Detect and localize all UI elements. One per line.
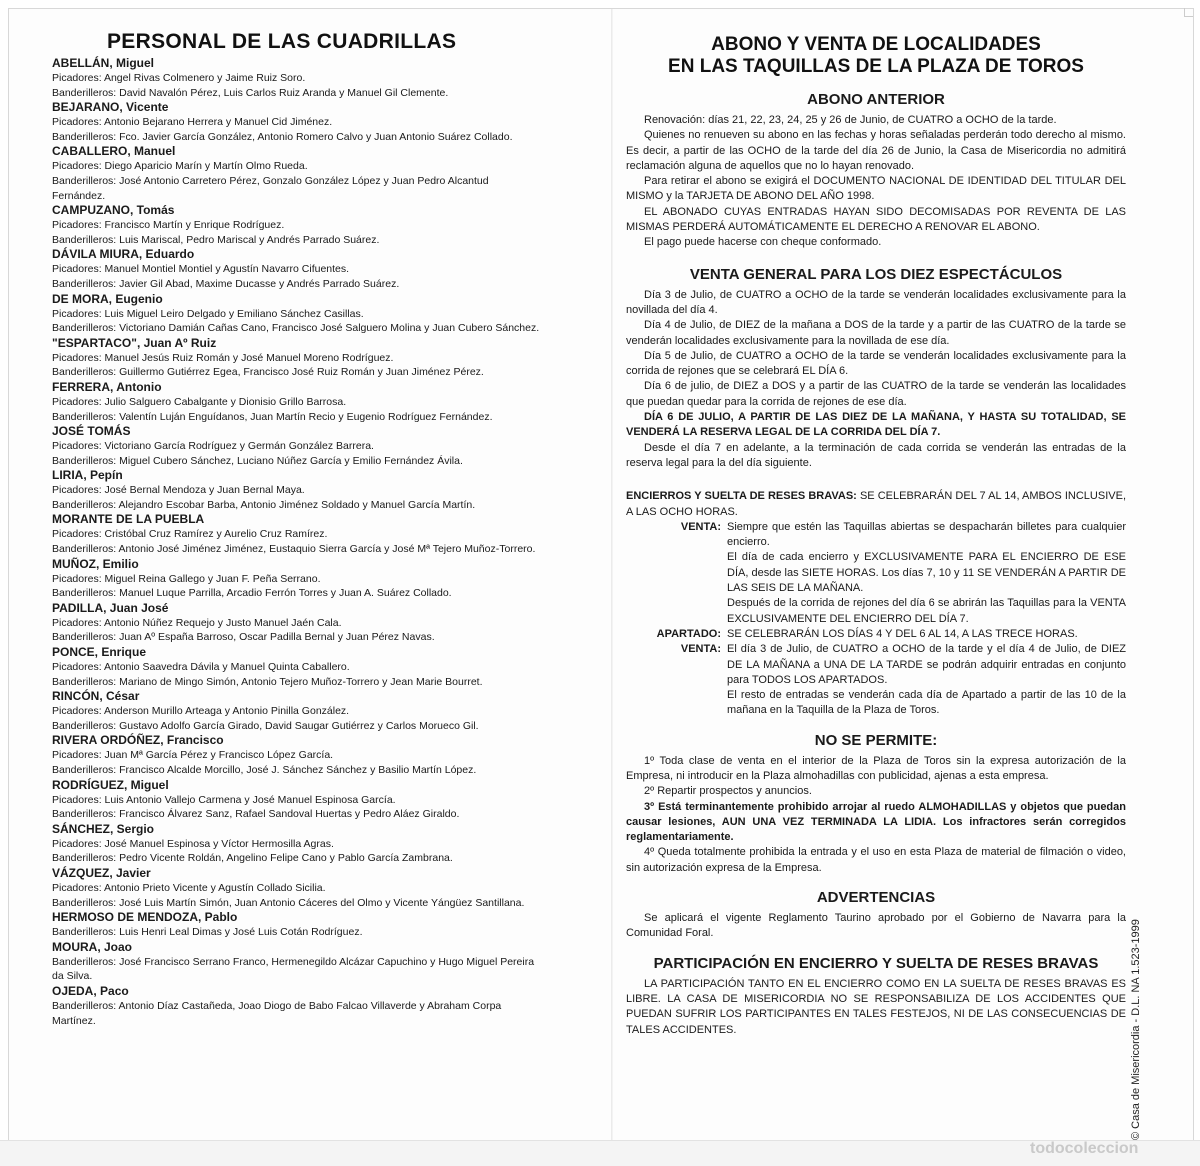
no-se-permite-heading: NO SE PERMITE: [814, 731, 938, 749]
prohibition-3: 3º Está terminantemente prohibido arrojar al ruedo ALMOHADILLAS y objetos que puedan causar lesiones, AUN UNA VEZ TERMINADA LA LIDIA. Los infractores serán corregidos reglamentariamente. [626, 800, 1126, 844]
picadores-line: Picadores: Luis Miguel Leiro Delgado y Emiliano Sánchez Casillas. [52, 307, 364, 320]
venta-reserva-legal: DÍA 6 DE JULIO, A PARTIR DE LAS DIEZ DE LA MAÑANA, Y HASTA SU TOTALIDAD, SE VENDERÁ LA RESERVA LEGAL DE LA CORRIDA DEL DÍA 7. [626, 411, 1126, 439]
page-fold [611, 9, 613, 1141]
picadores-line: Picadores: Miguel Reina Gallego y Juan F. Peña Serrano. [52, 572, 321, 585]
picadores-line: Picadores: Antonio Prieto Vicente y Agustín Collado Sicilia. [52, 881, 326, 894]
cuadrilla-entry [47, 822, 602, 866]
picadores-line: Picadores: Francisco Martín y Enrique Rodríguez. [52, 219, 285, 232]
banderilleros-line: Banderilleros: Luis Henri Leal Dimas y José Luis Cotán Rodríguez. [52, 926, 363, 939]
matador-name: FERRERA, Antonio [52, 379, 162, 394]
banderilleros-line: Banderilleros: Javier Gil Abad, Maxime Ducasse y Andrés Parrado Suárez. [52, 277, 400, 290]
encierros-text: SE CELEBRARÁN DEL 7 AL 14, AMBOS INCLUSIVE, A LAS OCHO HORAS. [626, 490, 1126, 518]
venta-items [727, 520, 1126, 627]
matador-name: MOURA, Joao [52, 939, 133, 954]
picadores-line: Picadores: Diego Aparicio Marín y Martín Olmo Rueda. [52, 160, 308, 173]
abono-paragraph: Para retirar el abono se exigirá el DOCUMENTO NACIONAL DE IDENTIDAD DEL TITULAR DEL MISMO y la TARJETA DE ABONO DEL AÑO 1998. [626, 175, 1126, 203]
matador-name: LIRIA, Pepín [52, 468, 123, 483]
picadores-line: Picadores: Manuel Montiel Montiel y Agustín Navarro Cifuentes. [52, 263, 350, 276]
participacion-heading: PARTICIPACIÓN EN ENCIERRO Y SUELTA DE RESES BRAVAS [653, 954, 1099, 972]
watermark: todocoleccion [1030, 1140, 1139, 1157]
matador-name: HERMOSO DE MENDOZA, Pablo [52, 910, 238, 925]
venta2-item: El día 3 de Julio, de CUATRO a OCHO de la tarde y el día 4 de Julio, de DIEZ DE LA MAÑANA a UNA DE LA TARDE se podrán adquirir entradas en conjunto para TODOS LOS APARTADOS. [727, 643, 1126, 686]
venta2-item: El resto de entradas se venderán cada día de Apartado a partir de las 10 de la mañana en la Taquilla de la Plaza de Toros. [727, 689, 1126, 717]
venta-item: Después de la corrida de rejones del día 6 se abrirán las Taquillas para la VENTA EXCLUSIVAMENTE DEL ENCIERRO DEL DÍA 7. [727, 597, 1126, 625]
banderilleros-line: Banderilleros: David Navalón Pérez, Luis Carlos Ruiz Aranda y Manuel Gil Clemente. [52, 86, 449, 99]
prohibition-4: 4º Queda totalmente prohibida la entrada y el uso en esta Plaza de material de filmación o video, sin autorización expresa de la Empresa. [626, 846, 1126, 874]
picadores-line: Picadores: Julio Salguero Cabalgante y Dionisio Grillo Barrosa. [52, 395, 347, 408]
banderilleros-line: Banderilleros: Mariano de Mingo Simón, Antonio Tejero Muñoz-Torrero y Jean Marie Bourret. [52, 675, 483, 688]
cuadrilla-entry [47, 557, 602, 601]
encierros-lead: ENCIERROS Y SUELTA DE RESES BRAVAS: [626, 490, 857, 503]
matador-name: ABELLÁN, Miguel [52, 56, 154, 70]
cuadrilla-entry [47, 940, 602, 984]
matador-name: SÁNCHEZ, Sergio [52, 821, 155, 836]
cuadrilla-entry [47, 292, 602, 336]
cuadrillas-title: PERSONAL DE LAS CUADRILLAS [107, 30, 457, 53]
page-corner [1184, 8, 1193, 17]
apartado-label: APARTADO: [656, 627, 721, 640]
advertencias-text: Se aplicará el vigente Reglamento Taurino aprobado por el Gobierno de Navarra para la Comunidad Foral. [626, 912, 1126, 940]
cuadrilla-entry [47, 336, 602, 380]
banderilleros-line: Banderilleros: José Francisco Serrano Franco, Hermenegildo Alcázar Capuchino y Hugo Miguel Pereira da Silva. [52, 955, 535, 983]
banderilleros-line: Banderilleros: Victoriano Damián Cañas Cano, Francisco José Salguero Molina y Juan Cubero Sánchez. [52, 322, 540, 335]
apartado-venta-row [626, 642, 1126, 718]
matador-name: DE MORA, Eugenio [52, 291, 163, 306]
matador-name: PADILLA, Juan José [52, 600, 169, 615]
cuadrilla-entry [47, 778, 602, 822]
cuadrilla-entry [47, 247, 602, 291]
picadores-line: Picadores: José Bernal Mendoza y Juan Bernal Maya. [52, 484, 305, 497]
abono-paragraph: Quienes no renueven su abono en las fechas y horas señaladas perderán todo derecho al mismo. Es decir, a partir de las OCHO de la tarde del día 26 de Junio, la Casa de Misericordia no admitirá reclamación alguna de aquellos que no lo hayan renovado. [626, 129, 1126, 172]
encierro-venta-row [626, 520, 1126, 627]
matador-name: MUÑOZ, Emilio [52, 556, 139, 571]
banderilleros-line: Banderilleros: Pedro Vicente Roldán, Angelino Felipe Cano y Pablo García Zambrana. [52, 852, 453, 865]
picadores-line: Picadores: Antonio Bejarano Herrera y Manuel Cid Jiménez. [52, 116, 333, 129]
picadores-line: Picadores: José Manuel Espinosa y Víctor Hermosilla Agras. [52, 837, 334, 850]
banderilleros-line: Banderilleros: Alejandro Escobar Barba, Antonio Jiménez Soldado y Manuel García Martín. [52, 498, 476, 511]
picadores-line: Picadores: Luis Antonio Vallejo Carmena y José Manuel Espinosa García. [52, 793, 396, 806]
matador-name: PONCE, Enrique [52, 645, 147, 660]
picadores-line: Picadores: Juan Mª García Pérez y Francisco López García. [52, 749, 334, 762]
venta-label: VENTA: [680, 520, 721, 533]
matador-name: JOSÉ TOMÁS [52, 424, 131, 439]
cuadrilla-entry [47, 866, 602, 910]
matador-name: RIVERA ORDÓÑEZ, Francisco [52, 733, 224, 748]
cuadrillas-column [47, 30, 602, 1028]
picadores-line: Picadores: Victoriano García Rodríguez y Germán González Barrera. [52, 440, 374, 453]
abono-paragraph: El pago puede hacerse con cheque conformado. [644, 236, 882, 249]
cuadrilla-entry [47, 424, 602, 468]
picadores-line: Picadores: Antonio Saavedra Dávila y Manuel Quinta Caballero. [52, 661, 350, 674]
cuadrilla-entry [47, 645, 602, 689]
participacion-text: LA PARTICIPACIÓN TANTO EN EL ENCIERRO COMO EN LA SUELTA DE RESES BRAVAS ES LIBRE. LA CASA DE MISERICORDIA NO SE RESPONSABILIZA DE LOS ACCIDENTES QUE PUEDAN SUFRIR LOS PARTICIPANTES EN TALES FESTEJOS, NI DE LAS CONSECUENCIAS DE TALES ACCIDENTES. [626, 977, 1126, 1036]
abono-main-title-2: EN LAS TAQUILLAS DE LA PLAZA DE TOROS [668, 56, 1084, 77]
cuadrilla-entry [47, 910, 602, 940]
venta-item: Siempre que estén las Taquillas abiertas se despacharán billetes para cualquier encierro. [727, 520, 1126, 549]
encierros-paragraph [626, 489, 1126, 520]
abono-column [626, 34, 1126, 1038]
picadores-line: Picadores: Angel Rivas Colmenero y Jaime Ruiz Soro. [52, 72, 306, 84]
cuadrilla-entry [47, 733, 602, 777]
venta-paragraph: Día 3 de Julio, de CUATRO a OCHO de la tarde se venderán localidades exclusivamente para la novillada del día 4. [626, 288, 1126, 316]
cuadrilla-entry [47, 380, 602, 424]
banderilleros-line: Banderilleros: Gustavo Adolfo García Girado, David Saugar Gutiérrez y Carlos Morueco Gil. [52, 719, 479, 732]
cuadrilla-entry [47, 689, 602, 733]
banderilleros-line: Banderilleros: Fco. Javier García González, Antonio Romero Calvo y Juan Antonio Suárez Collado. [52, 130, 513, 143]
matador-name: CAMPUZANO, Tomás [52, 203, 175, 218]
advertencias-heading: ADVERTENCIAS [816, 889, 936, 907]
abono-paragraph: EL ABONADO CUYAS ENTRADAS HAYAN SIDO DECOMISADAS POR REVENTA DE LAS MISMAS PERDERÁ AUTOMÁTICAMENTE EL DERECHO A RENOVAR EL ABONO. [626, 205, 1126, 234]
cuadrilla-entry [47, 56, 602, 100]
banderilleros-line: Banderilleros: Miguel Cubero Sánchez, Luciano Núñez García y Emilio Fernández Ávila. [52, 454, 463, 467]
apartado-row [626, 627, 1126, 642]
venta-paragraph: Desde el día 7 en adelante, a la terminación de cada corrida se venderán las entradas de la reserva legal para la del día siguiente. [626, 441, 1126, 469]
scan-bottom-strip [0, 1140, 1200, 1166]
venta-paragraph: Día 5 de Julio, de CUATRO a OCHO de la tarde se venderán localidades exclusivamente para la corrida de rejones que se celebrará EL DÍA 6. [626, 349, 1126, 378]
banderilleros-line: Banderilleros: Manuel Luque Parrilla, Arcadio Ferrón Torres y Juan A. Suárez Collado. [52, 587, 452, 600]
venta2-items [727, 642, 1126, 718]
picadores-line: Picadores: Anderson Murillo Arteaga y Antonio Pinilla González. [52, 705, 350, 718]
copyright-note: © Casa de Misericordia - D.L. NA 1.523-1999 [1130, 919, 1142, 1140]
abono-paragraph: Renovación: días 21, 22, 23, 24, 25 y 26 de Junio, de CUATRO a OCHO de la tarde. [644, 114, 1057, 126]
apartado-text: SE CELEBRARÁN LOS DÍAS 4 Y DEL 6 AL 14, A LAS TRECE HORAS. [727, 627, 1078, 640]
cuadrilla-entry [47, 601, 602, 645]
cuadrilla-entry [47, 468, 602, 512]
venta-general-heading: VENTA GENERAL PARA LOS DIEZ ESPECTÁCULOS [689, 265, 1063, 283]
cuadrilla-entry [47, 144, 602, 203]
banderilleros-line: Banderilleros: Francisco Alcalde Morcillo, José J. Sánchez Sánchez y Basilio Martín López. [52, 764, 477, 776]
banderilleros-line: Banderilleros: Antonio José Jiménez Jiménez, Eustaquio Sierra García y José Mª Tejero Muñoz-Torrero. [52, 543, 536, 556]
banderilleros-line: Banderilleros: Guillermo Gutiérrez Egea, Francisco José Ruiz Román y Juan Jiménez Pérez. [52, 366, 484, 379]
matador-name: RODRÍGUEZ, Miguel [52, 777, 169, 792]
matador-name: OJEDA, Paco [52, 983, 129, 998]
matador-name: VÁZQUEZ, Javier [52, 865, 151, 880]
cuadrilla-entry [47, 100, 602, 144]
picadores-line: Picadores: Manuel Jesús Ruiz Román y José Manuel Moreno Rodríguez. [52, 351, 394, 364]
matador-name: MORANTE DE LA PUEBLA [52, 512, 205, 527]
matador-name: CABALLERO, Manuel [52, 144, 176, 159]
banderilleros-line: Banderilleros: Juan Aº España Barroso, Oscar Padilla Bernal y Juan Pérez Navas. [52, 631, 435, 644]
cuadrillas-list [47, 56, 602, 1028]
copyright-note-container [1128, 880, 1144, 1140]
matador-name: BEJARANO, Vicente [52, 100, 169, 115]
picadores-line: Picadores: Cristóbal Cruz Ramírez y Aurelio Cruz Ramírez. [52, 528, 328, 541]
banderilleros-line: Banderilleros: Francisco Álvarez Sanz, Rafael Sandoval Huertas y Pedro Aláez Giraldo. [52, 808, 460, 821]
banderilleros-line: Banderilleros: José Antonio Carretero Pérez, Gonzalo González López y Juan Pedro Alcantud Fernández. [52, 174, 489, 202]
cuadrilla-entry [47, 984, 602, 1028]
abono-main-title-1: ABONO Y VENTA DE LOCALIDADES [711, 34, 1041, 55]
prohibition-2: 2º Repartir prospectos y anuncios. [644, 785, 812, 798]
prohibition-1: 1º Toda clase de venta en el interior de la Plaza de Toros sin la expresa autorización de la Empresa, ni introducir en la Plaza almohadillas con publicidad, ajenas a esta empresa. [626, 754, 1126, 782]
cuadrilla-entry [47, 512, 602, 556]
banderilleros-line: Banderilleros: Valentín Luján Enguídanos, Juan Martín Recio y Eugenio Rodríguez Fernández. [52, 410, 493, 423]
banderilleros-line: Banderilleros: José Luis Martín Simón, Juan Antonio Cáceres del Olmo y Vicente Yángüez Santillana. [52, 896, 525, 909]
venta-item: El día de cada encierro y EXCLUSIVAMENTE PARA EL ENCIERRO DE ESE DÍA, desde las SIETE HORAS. Los días 7, 10 y 11 SE VENDERÁN A PARTIR DE LAS SEIS DE LA MAÑANA. [727, 551, 1126, 595]
banderilleros-line: Banderilleros: Antonio Díaz Castañeda, Joao Diogo de Babo Falcao Villaverde y Abraham Corpa Martínez. [52, 999, 502, 1027]
venta-paragraph: Día 6 de julio, de DIEZ a DOS y a partir de las CUATRO de la tarde se venderán las localidades que puedan quedar para la corrida de rejones de ese día. [626, 380, 1126, 408]
picadores-line: Picadores: Antonio Núñez Requejo y Justo Manuel Jaén Cala. [52, 616, 342, 629]
matador-name: DÁVILA MIURA, Eduardo [52, 247, 195, 262]
matador-name: RINCÓN, César [52, 689, 140, 704]
matador-name: "ESPARTACO", Juan Aº Ruiz [52, 335, 217, 350]
venta2-label: VENTA: [680, 643, 721, 656]
abono-anterior-heading: ABONO ANTERIOR [807, 91, 945, 108]
banderilleros-line: Banderilleros: Luis Mariscal, Pedro Mariscal y Andrés Parrado Suárez. [52, 233, 380, 246]
venta-paragraph: Día 4 de Julio, de DIEZ de la mañana a DOS de la tarde y a partir de las CUATRO de la tarde se venderán localidades exclusivamente para la novillada de ese día. [626, 319, 1126, 347]
cuadrilla-entry [47, 203, 602, 247]
